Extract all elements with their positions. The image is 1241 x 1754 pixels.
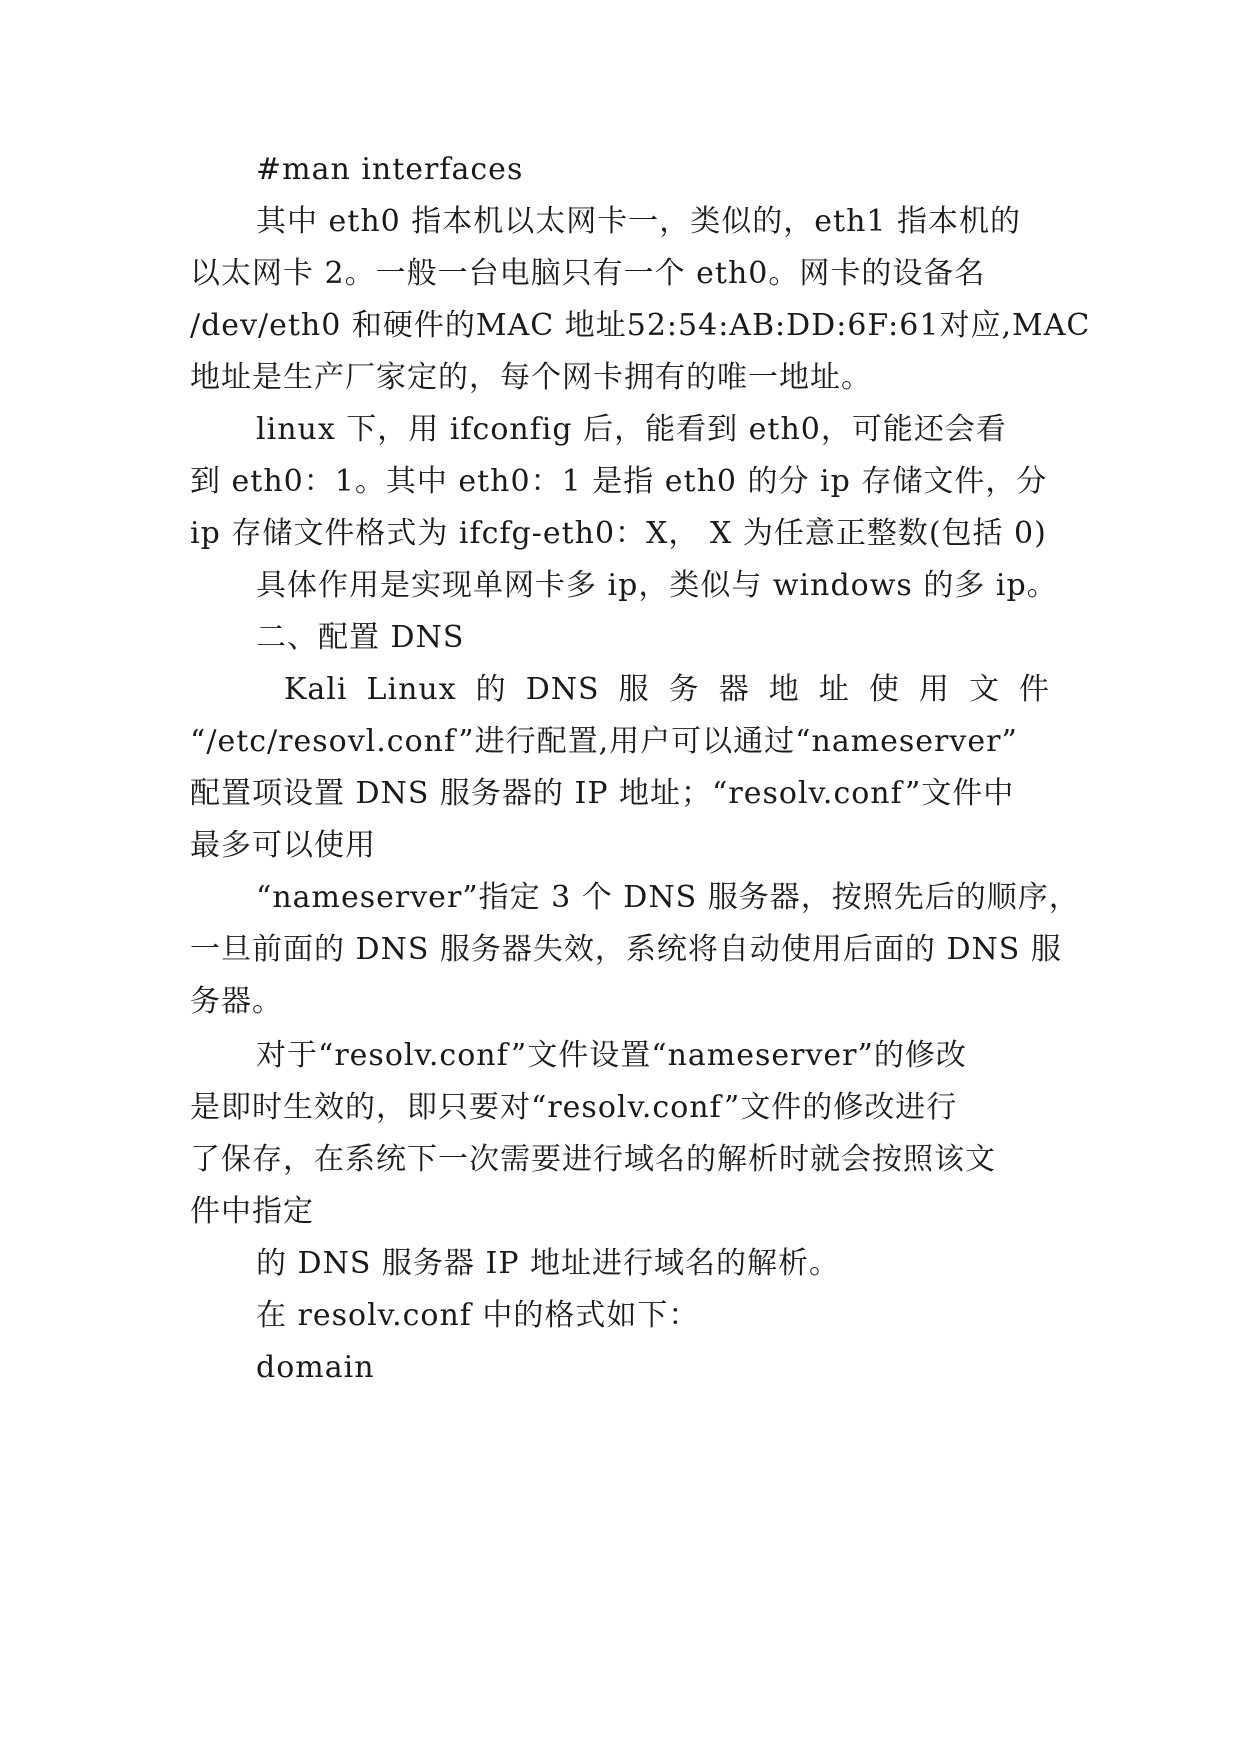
text-line: domain [256, 1350, 375, 1385]
word: 服 [618, 672, 650, 707]
word: 的 [475, 672, 507, 707]
word: DNS [525, 672, 600, 707]
text-line: 具体作用是实现单网卡多 ip，类似与 windows 的多 ip。 [256, 568, 1058, 603]
text-line: 到 eth0：1。其中 eth0：1 是指 eth0 的分 ip 存储文件，分 [190, 464, 1048, 499]
text-line: 在 resolv.conf 中的格式如下： [256, 1298, 700, 1333]
word: Linux [366, 672, 457, 707]
text-line: #man interfaces [256, 152, 524, 187]
text-line: 是即时生效的，即只要对“resolv.conf”文件的修改进行 [190, 1090, 958, 1125]
word: 件 [1019, 672, 1050, 707]
text-line: 地址是生产厂家定的，每个网卡拥有的唯一地址。 [190, 360, 872, 395]
text-line: 一旦前面的 DNS 服务器失效，系统将自动使用后面的 DNS 服 [190, 932, 1062, 967]
text-line: 务器。 [190, 984, 283, 1019]
text-line: “nameserver”指定 3 个 DNS 服务器，按照先后的顺序， [256, 880, 1080, 915]
text-line: /dev/eth0 和硬件的MAC 地址52:54:AB:DD:6F:61对应,MAC [190, 308, 1091, 343]
text-line: 最多可以使用 [190, 828, 376, 863]
word: 文 [968, 672, 1000, 707]
word: 地 [768, 672, 800, 707]
text-line: 其中 eth0 指本机以太网卡一，类似的，eth1 指本机的 [256, 204, 1022, 239]
word: 使 [868, 672, 900, 707]
text-line: 对于“resolv.conf”文件设置“nameserver”的修改 [256, 1038, 967, 1073]
text-line-justified [284, 670, 1050, 710]
word: 址 [818, 672, 850, 707]
word: 务 [668, 672, 700, 707]
justified-words [284, 670, 1050, 710]
text-line: ip 存储文件格式为 ifcfg-eth0：X， X 为任意正整数(包括 0) [190, 516, 1047, 551]
word: 用 [918, 672, 950, 707]
text-line: 的 DNS 服务器 IP 地址进行域名的解析。 [256, 1246, 841, 1281]
section-heading: 二、配置 DNS [256, 620, 465, 655]
text-line: 了保存，在系统下一次需要进行域名的解析时就会按照该文 [190, 1142, 996, 1177]
word: Kali [284, 672, 348, 707]
text-line: 件中指定 [190, 1194, 314, 1229]
text-line: linux 下，用 ifconfig 后，能看到 eth0，可能还会看 [256, 412, 1007, 447]
text-line: “/etc/resovl.conf”进行配置,用户可以通过“nameserver” [190, 724, 1018, 759]
word: 器 [718, 672, 750, 707]
text-line: 以太网卡 2。一般一台电脑只有一个 eth0。网卡的设备名 [190, 256, 986, 291]
text-line: 配置项设置 DNS 服务器的 IP 地址；“resolv.conf”文件中 [190, 776, 1015, 811]
